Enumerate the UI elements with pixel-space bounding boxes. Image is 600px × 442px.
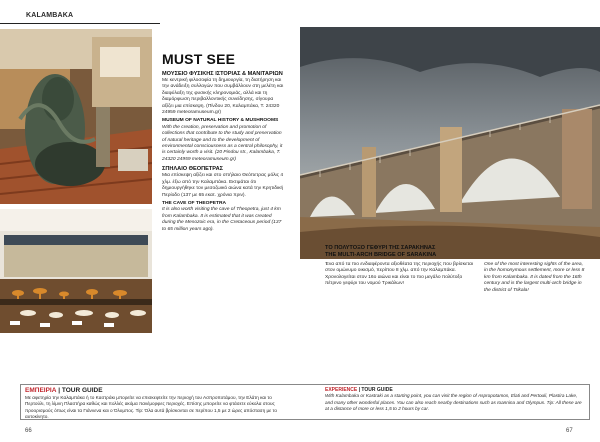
cave-heading-en: THE CAVE OF THEOPETRA: [162, 200, 227, 206]
stone-bridge-photo: [300, 27, 600, 259]
mushroom-display-photo: [0, 209, 152, 333]
experience-heading-gr: [25, 387, 290, 395]
experience-label-en: EXPERIENCE: [325, 387, 358, 393]
must-see-title: MUST SEE: [162, 51, 236, 67]
museum-body-en: With the creation, preservation and promotion of collections that contribute to the study and preservation of natural heritage and to the development of environmental consciousness as a central philosophy, it is certainly worth a visit. (20 Pindou str., Kalambaka, T. 24320 24959 meteoramuseum.gr): [162, 124, 283, 162]
tour-guide-label-gr: | TOUR GUIDE: [58, 387, 103, 394]
cave-body-en: It is also worth visiting the cave of Theopetra, just 4 km from Kalambaka. It is estimated that it was created during the Mesozoic era, in the Cretaceous period (137 to 65 million years ago).: [162, 207, 282, 232]
tour-guide-label-en: | TOUR GUIDE: [358, 387, 393, 393]
experience-box: [20, 384, 590, 420]
museum-body-gr: Με κεντρική φιλοσοφία τη δημιουργία, τη διατήρηση και την ανάδειξη συλλογών που συμβάλλουν στη μελέτη και διαφύλαξη της φυσικής κληρονομιάς, αλλά και τη διαμόρφωση περιβαλλοντικής συνείδησης, σίγουρα αξίζει μια επίσκεψη. (Πίνδου 20, Καλαμπάκα, Τ. 24320 24959 meteoramuseum.gr): [162, 78, 284, 116]
museum-heading-en: MUSEUM OF NATURAL HISTORY & MUSHROOMS: [162, 118, 279, 124]
bridge-title-gr: ΤΟ ΠΟΛΥΤΟΞΟ ΓΕΦΥΡΙ ΤΗΣ ΣΑΡΑΚΗΝΑΣ: [325, 245, 436, 251]
experience-body-en: With Kalambaka or Kastraki as a starting point, you can visit the region of Aspropotamos, Elati and Pertouli, Plastira Lake, and many other wonderful places. You can also reach nearby destinations such as Ioannina and Olympus. Tip: All these are at a distance of more or less 1,5 to 2 hours by car.: [325, 393, 582, 411]
cave-body-gr: Μια επίσκεψη αξίζει και στο σπήλαιο Θεόπετρας μόλις 4 χλμ. έξω από την Καλαμπάκα. Εκτιμάται ότι δημιουργήθηκε τον μεσοζωικό αιώνα κατά την Κρητιδική Περίοδο (137 με 65 εκατ. χρόνια πριν).: [162, 173, 284, 198]
bridge-caption: [325, 245, 475, 259]
section-label: KALAMBAKA: [26, 12, 74, 19]
page-number-left: 66: [25, 428, 32, 434]
cave-heading-gr: ΣΠΗΛΑΙΟ ΘΕΟΠΕΤΡΑΣ: [162, 166, 223, 173]
must-see-section: [162, 52, 285, 236]
section-header: [0, 11, 160, 24]
bridge-body-gr: Ένα από τα πιο ενδιαφέροντα αξιοθέατα της περιοχής που βρίσκεται στον ομώνυμο οικισμό, περίπου 8 χλμ. από την Καλαμπάκα. Χρονολογείται στον 16ο αιώνα και είναι το πιο μεγάλο πολύτοξο πέτρινο γεφύρι του νομού Τρικάλων!: [325, 262, 474, 287]
bridge-body-en: One of the most interesting sights of the area, in the homonymous settlement, more or less 8 km from Kalambaka. It is dated from the 16th century and is the largest multi-arch bridge in the district of Trikala!: [484, 262, 585, 293]
experience-en: [325, 387, 583, 412]
experience-label-gr: ΕΜΠΕΙΡΙΑ: [25, 387, 57, 394]
experience-body-gr: Με αφετηρία την Καλαμπάκα ή το Καστράκι μπορείτε να επισκεφτείτε την περιοχή του Ασπροποτάμου, την Ελάτη και το Περτούλι, τη λίμνη Πλαστήρα καθώς και πολλές ακόμα πανέμορφες περιοχές. Επίσης μπορείτε να φτάσετε εύκολα στους προορισμούς όπως είναι τα Γιάννενα και ο Όλυμπος. Tip: Όλα αυτά βρίσκονται σε περίπου 1,5 με 2 ώρες απόσταση με το αυτοκίνητο.: [25, 395, 277, 420]
museum-heading-gr: ΜΟΥΣΕΙΟ ΦΥΣΙΚΗΣ ΙΣΤΟΡΙΑΣ & ΜΑΝΙΤΑΡΙΩΝ: [162, 71, 283, 77]
page-number-right: 67: [566, 428, 573, 434]
experience-gr: [25, 387, 290, 421]
bridge-title-en: THE MULTI-ARCH BRIDGE OF SARAKINA: [325, 252, 437, 258]
museum-exhibit-photo: [0, 29, 152, 204]
